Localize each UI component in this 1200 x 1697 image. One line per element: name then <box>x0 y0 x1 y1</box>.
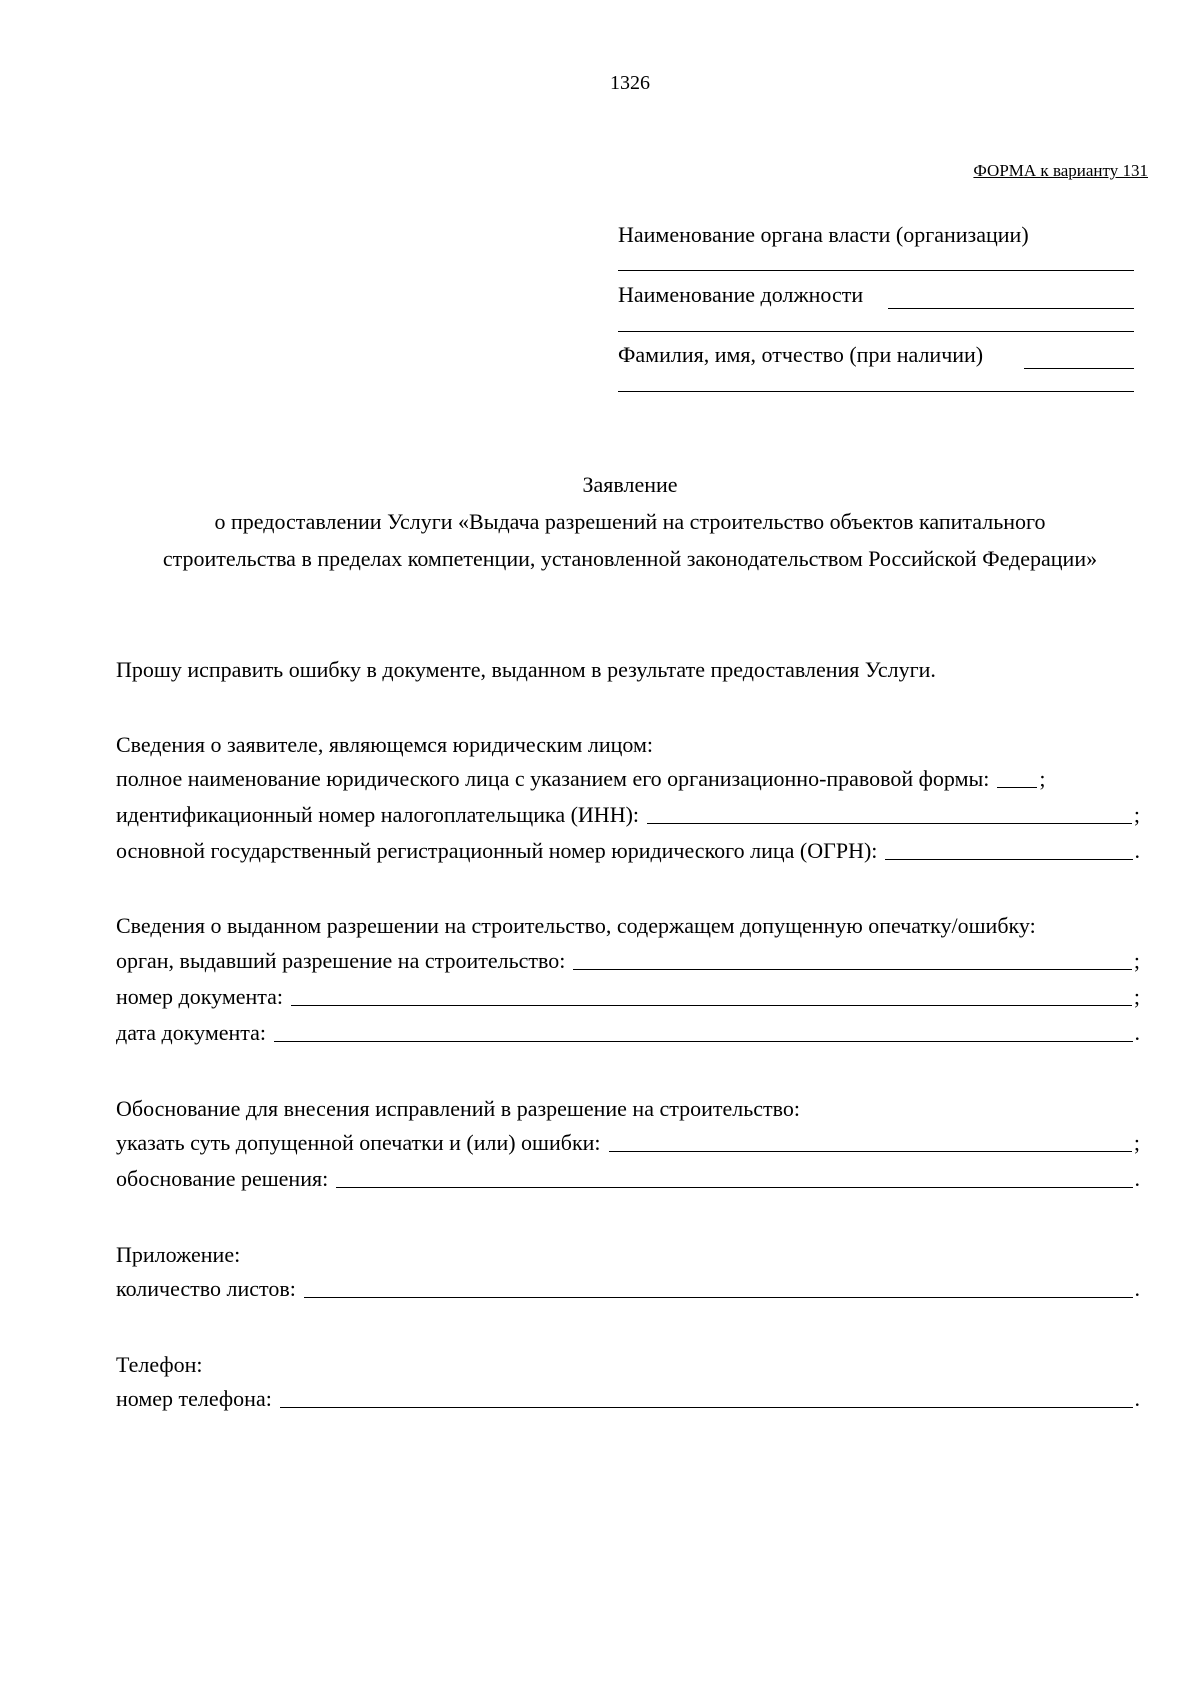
justification-error-label: указать суть допущенной опечатки и (или) ошибки: <box>116 1130 601 1155</box>
title-subtitle: о предоставлении Услуги «Выдача разрешений на строительство объектов капитального строительства в пределах компетенции, установленной законодательством Российской Федерации» <box>162 509 1098 571</box>
permit-doc-date-row <box>116 1020 1140 1046</box>
title-heading: Заявление <box>582 472 678 497</box>
request-text: Прошу исправить ошибку в документе, выданном в результате предоставления Услуги. <box>116 657 936 682</box>
addressee-org-name-line[interactable] <box>618 270 1134 271</box>
applicant-inn-label: идентификационный номер налогоплательщика (ИНН): <box>116 802 640 827</box>
attachment-sheets-label: количество листов: <box>116 1276 296 1301</box>
permit-heading: Сведения о выданном разрешении на строительство, содержащем допущенную опечатку/ошибку: <box>116 913 1036 938</box>
justification-error-field[interactable] <box>609 1151 1132 1152</box>
addressee-fio-inline-line[interactable] <box>1024 368 1134 369</box>
permit-issuer-field[interactable] <box>573 969 1131 970</box>
form-label: ФОРМА к варианту 131 <box>973 161 1148 180</box>
applicant-inn-row <box>116 802 1140 828</box>
phone-heading: Телефон: <box>116 1352 203 1377</box>
justification-basis-label: обоснование решения: <box>116 1166 329 1191</box>
addressee-org-name-label: Наименование органа власти (организации) <box>618 222 1029 247</box>
permit-doc-date-field[interactable] <box>274 1041 1132 1042</box>
document-title <box>150 466 1110 577</box>
addressee-position-line[interactable] <box>618 331 1134 332</box>
addressee-fio-label: Фамилия, имя, отчество (при наличии) <box>618 342 984 367</box>
semicolon: ; <box>1133 948 1140 973</box>
permit-issuer-label: орган, выдавший разрешение на строительство: <box>116 948 566 973</box>
phone-number-row <box>116 1386 1140 1412</box>
attachment-sheets-row <box>116 1276 1140 1302</box>
applicant-full-name-field[interactable] <box>997 787 1037 788</box>
addressee-position-inline-line[interactable] <box>888 308 1134 309</box>
applicant-full-name-label: полное наименование юридического лица с указанием его организационно-правовой формы: <box>116 766 990 791</box>
semicolon: ; <box>1039 766 1046 791</box>
permit-doc-number-label: номер документа: <box>116 984 284 1009</box>
period: . <box>1134 1276 1140 1301</box>
applicant-ogrn-field[interactable] <box>885 859 1132 860</box>
phone-number-field[interactable] <box>280 1407 1133 1408</box>
period: . <box>1134 1166 1140 1191</box>
semicolon: ; <box>1133 984 1140 1009</box>
period: . <box>1134 838 1140 863</box>
semicolon: ; <box>1133 802 1140 827</box>
phone-number-label: номер телефона: <box>116 1386 272 1411</box>
period: . <box>1134 1020 1140 1045</box>
justification-heading: Обоснование для внесения исправлений в разрешение на строительство: <box>116 1096 801 1121</box>
page-number: 1326 <box>610 72 650 94</box>
applicant-ogrn-row <box>116 838 1140 864</box>
permit-issuer-row <box>116 948 1140 974</box>
applicant-inn-field[interactable] <box>647 823 1132 824</box>
applicant-heading: Сведения о заявителе, являющемся юридическим лицом: <box>116 732 653 757</box>
justification-error-row <box>116 1130 1140 1156</box>
justification-basis-row <box>116 1166 1140 1192</box>
period: . <box>1134 1386 1140 1411</box>
semicolon: ; <box>1133 1130 1140 1155</box>
applicant-ogrn-label: основной государственный регистрационный номер юридического лица (ОГРН): <box>116 838 878 863</box>
permit-doc-date-label: дата документа: <box>116 1020 267 1045</box>
attachment-sheets-field[interactable] <box>304 1297 1133 1298</box>
permit-doc-number-field[interactable] <box>291 1005 1132 1006</box>
addressee-position-label: Наименование должности <box>618 282 864 307</box>
permit-doc-number-row <box>116 984 1140 1010</box>
addressee-fio-line[interactable] <box>618 391 1134 392</box>
attachment-heading: Приложение: <box>116 1242 241 1267</box>
justification-basis-field[interactable] <box>336 1187 1132 1188</box>
applicant-full-name-row <box>116 766 1140 792</box>
